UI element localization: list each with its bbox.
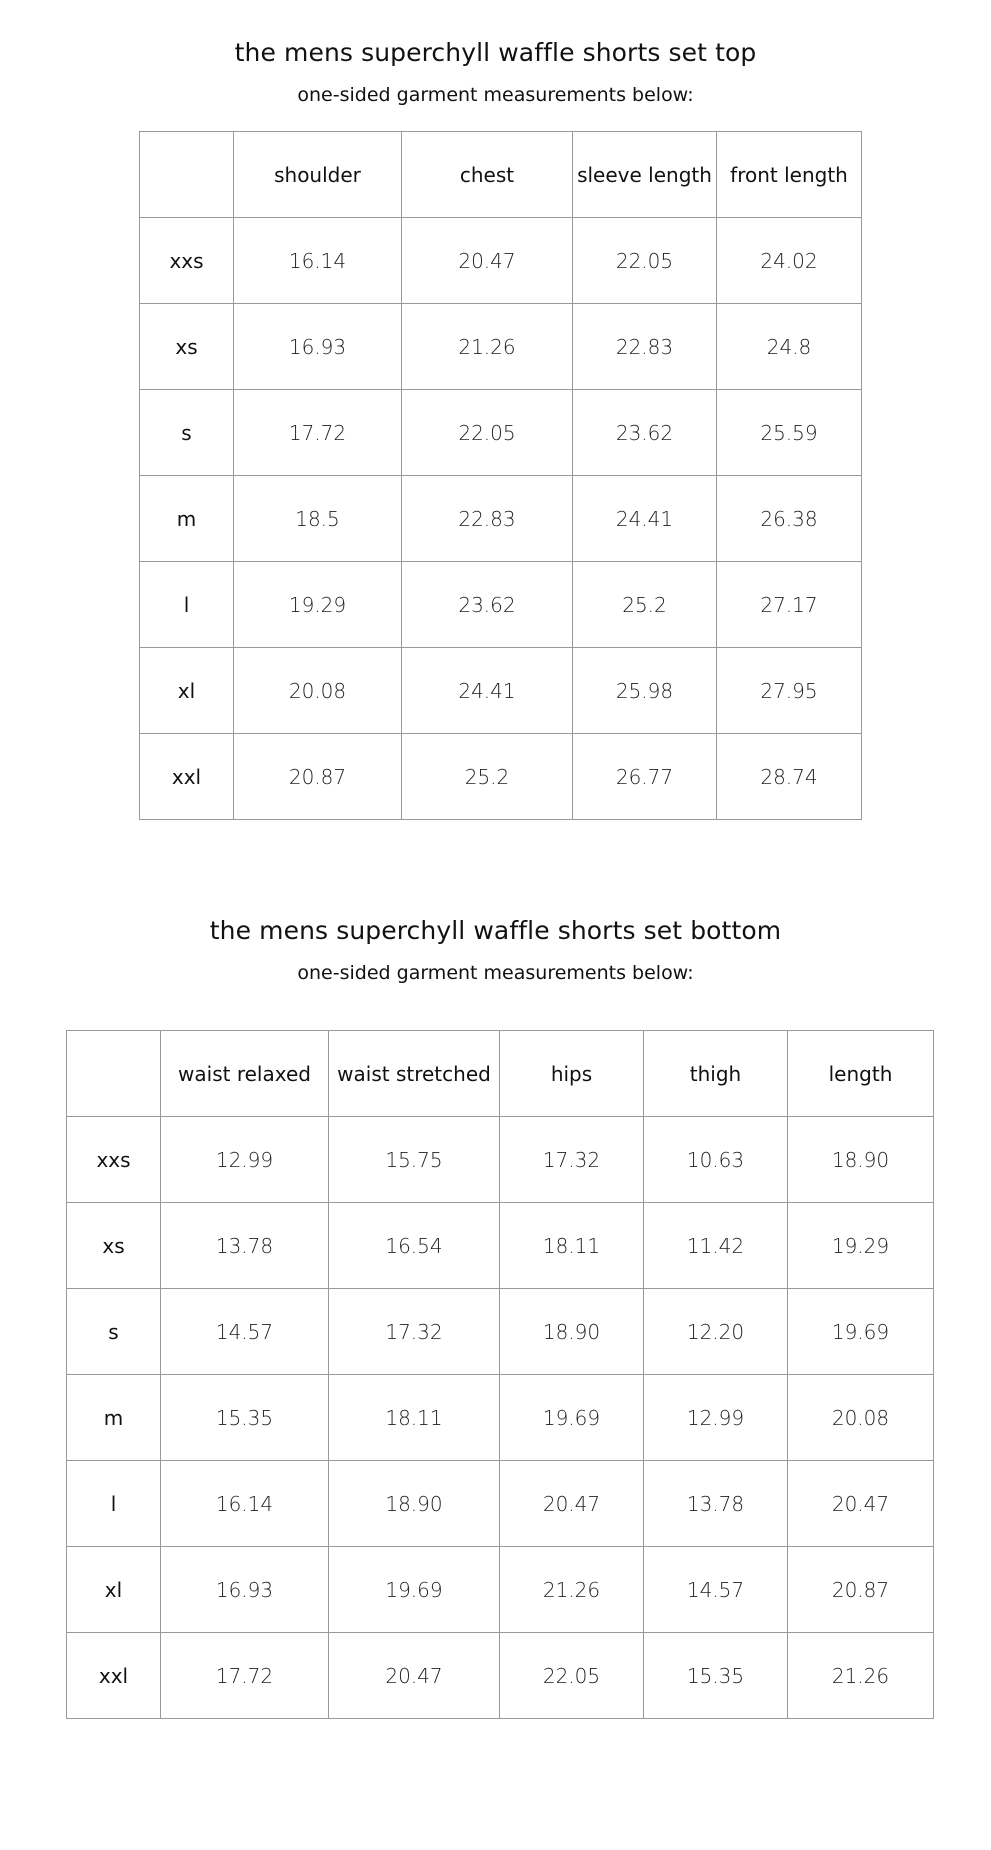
- measurement-cell: 12.99: [644, 1375, 788, 1461]
- size-label: xl: [67, 1547, 161, 1633]
- measurement-cell: 17.32: [329, 1289, 500, 1375]
- measurement-cell: 13.78: [161, 1203, 329, 1289]
- measurement-cell: 18.90: [329, 1461, 500, 1547]
- measurement-cell: 22.05: [402, 390, 573, 476]
- measurement-cell: 24.41: [573, 476, 717, 562]
- table-row: [140, 476, 862, 562]
- measurement-cell: 24.41: [402, 648, 573, 734]
- measurement-cell: 15.35: [161, 1375, 329, 1461]
- measurement-cell: 22.83: [573, 304, 717, 390]
- table-row: [67, 1461, 934, 1547]
- measurement-cell: 26.77: [573, 734, 717, 820]
- measurement-cell: 22.05: [500, 1633, 644, 1719]
- size-label: xxl: [67, 1633, 161, 1719]
- measurement-cell: 22.05: [573, 218, 717, 304]
- measurement-cell: 25.59: [717, 390, 862, 476]
- measurement-cell: 20.47: [500, 1461, 644, 1547]
- measurement-cell: 13.78: [644, 1461, 788, 1547]
- size-label: m: [140, 476, 234, 562]
- measurement-cell: 19.29: [234, 562, 402, 648]
- table-row: [67, 1289, 934, 1375]
- size-label: xs: [140, 304, 234, 390]
- size-label: s: [67, 1289, 161, 1375]
- measurement-cell: 25.2: [402, 734, 573, 820]
- column-header: [67, 1031, 161, 1117]
- size-label: m: [67, 1375, 161, 1461]
- measurement-cell: 16.14: [234, 218, 402, 304]
- column-header: hips: [500, 1031, 644, 1117]
- table-row: [140, 734, 862, 820]
- measurement-cell: 14.57: [161, 1289, 329, 1375]
- measurement-cell: 27.95: [717, 648, 862, 734]
- table-row: [140, 562, 862, 648]
- measurement-cell: 18.90: [500, 1289, 644, 1375]
- table-header-row: [140, 132, 862, 218]
- measurement-cell: 15.35: [644, 1633, 788, 1719]
- measurement-cell: 18.11: [329, 1375, 500, 1461]
- measurement-cell: 20.87: [788, 1547, 934, 1633]
- size-label: xxl: [140, 734, 234, 820]
- measurement-cell: 20.47: [329, 1633, 500, 1719]
- measurement-cell: 16.93: [234, 304, 402, 390]
- measurement-cell: 11.42: [644, 1203, 788, 1289]
- measurement-cell: 19.29: [788, 1203, 934, 1289]
- measurement-cell: 18.90: [788, 1117, 934, 1203]
- measurement-cell: 28.74: [717, 734, 862, 820]
- column-header: [140, 132, 234, 218]
- measurement-cell: 26.38: [717, 476, 862, 562]
- measurement-cell: 16.93: [161, 1547, 329, 1633]
- measurement-cell: 23.62: [402, 562, 573, 648]
- column-header: front length: [717, 132, 862, 218]
- column-header: sleeve length: [573, 132, 717, 218]
- measurement-cell: 19.69: [329, 1547, 500, 1633]
- measurement-cell: 14.57: [644, 1547, 788, 1633]
- measurement-cell: 20.08: [234, 648, 402, 734]
- measurement-cell: 17.72: [234, 390, 402, 476]
- size-label: l: [67, 1461, 161, 1547]
- measurement-cell: 20.47: [402, 218, 573, 304]
- top-measurements-table: [139, 131, 862, 820]
- measurement-cell: 20.87: [234, 734, 402, 820]
- size-label: s: [140, 390, 234, 476]
- bottom-section-title: the mens superchyll waffle shorts set bottom: [209, 916, 782, 945]
- table-row: [67, 1633, 934, 1719]
- measurement-cell: 16.14: [161, 1461, 329, 1547]
- column-header: thigh: [644, 1031, 788, 1117]
- table-header-row: [67, 1031, 934, 1117]
- measurement-cell: 19.69: [500, 1375, 644, 1461]
- column-header: chest: [402, 132, 573, 218]
- column-header: shoulder: [234, 132, 402, 218]
- measurement-cell: 21.26: [500, 1547, 644, 1633]
- size-label: xxs: [67, 1117, 161, 1203]
- measurement-cell: 25.2: [573, 562, 717, 648]
- measurement-cell: 16.54: [329, 1203, 500, 1289]
- table-row: [67, 1547, 934, 1633]
- measurement-cell: 20.47: [788, 1461, 934, 1547]
- measurement-cell: 22.83: [402, 476, 573, 562]
- column-header: waist stretched: [329, 1031, 500, 1117]
- measurement-cell: 15.75: [329, 1117, 500, 1203]
- table-row: [140, 304, 862, 390]
- size-label: xxs: [140, 218, 234, 304]
- measurement-cell: 21.26: [402, 304, 573, 390]
- measurement-cell: 10.63: [644, 1117, 788, 1203]
- measurement-cell: 17.32: [500, 1117, 644, 1203]
- size-label: xl: [140, 648, 234, 734]
- size-label: xs: [67, 1203, 161, 1289]
- measurement-cell: 24.02: [717, 218, 862, 304]
- table-row: [67, 1117, 934, 1203]
- measurement-cell: 21.26: [788, 1633, 934, 1719]
- top-section-title: the mens superchyll waffle shorts set top: [234, 38, 757, 67]
- bottom-section-subtitle: one-sided garment measurements below:: [297, 962, 694, 984]
- table-row: [140, 218, 862, 304]
- table-row: [67, 1375, 934, 1461]
- measurement-cell: 23.62: [573, 390, 717, 476]
- measurement-cell: 12.99: [161, 1117, 329, 1203]
- measurement-cell: 19.69: [788, 1289, 934, 1375]
- bottom-measurements-table: [66, 1030, 934, 1719]
- column-header: length: [788, 1031, 934, 1117]
- measurement-cell: 25.98: [573, 648, 717, 734]
- column-header: waist relaxed: [161, 1031, 329, 1117]
- table-row: [140, 390, 862, 476]
- table-row: [67, 1203, 934, 1289]
- measurement-cell: 17.72: [161, 1633, 329, 1719]
- measurement-cell: 27.17: [717, 562, 862, 648]
- top-section-subtitle: one-sided garment measurements below:: [297, 84, 694, 106]
- measurement-cell: 12.20: [644, 1289, 788, 1375]
- table-row: [140, 648, 862, 734]
- measurement-cell: 20.08: [788, 1375, 934, 1461]
- measurement-cell: 24.8: [717, 304, 862, 390]
- measurement-cell: 18.5: [234, 476, 402, 562]
- size-label: l: [140, 562, 234, 648]
- measurement-cell: 18.11: [500, 1203, 644, 1289]
